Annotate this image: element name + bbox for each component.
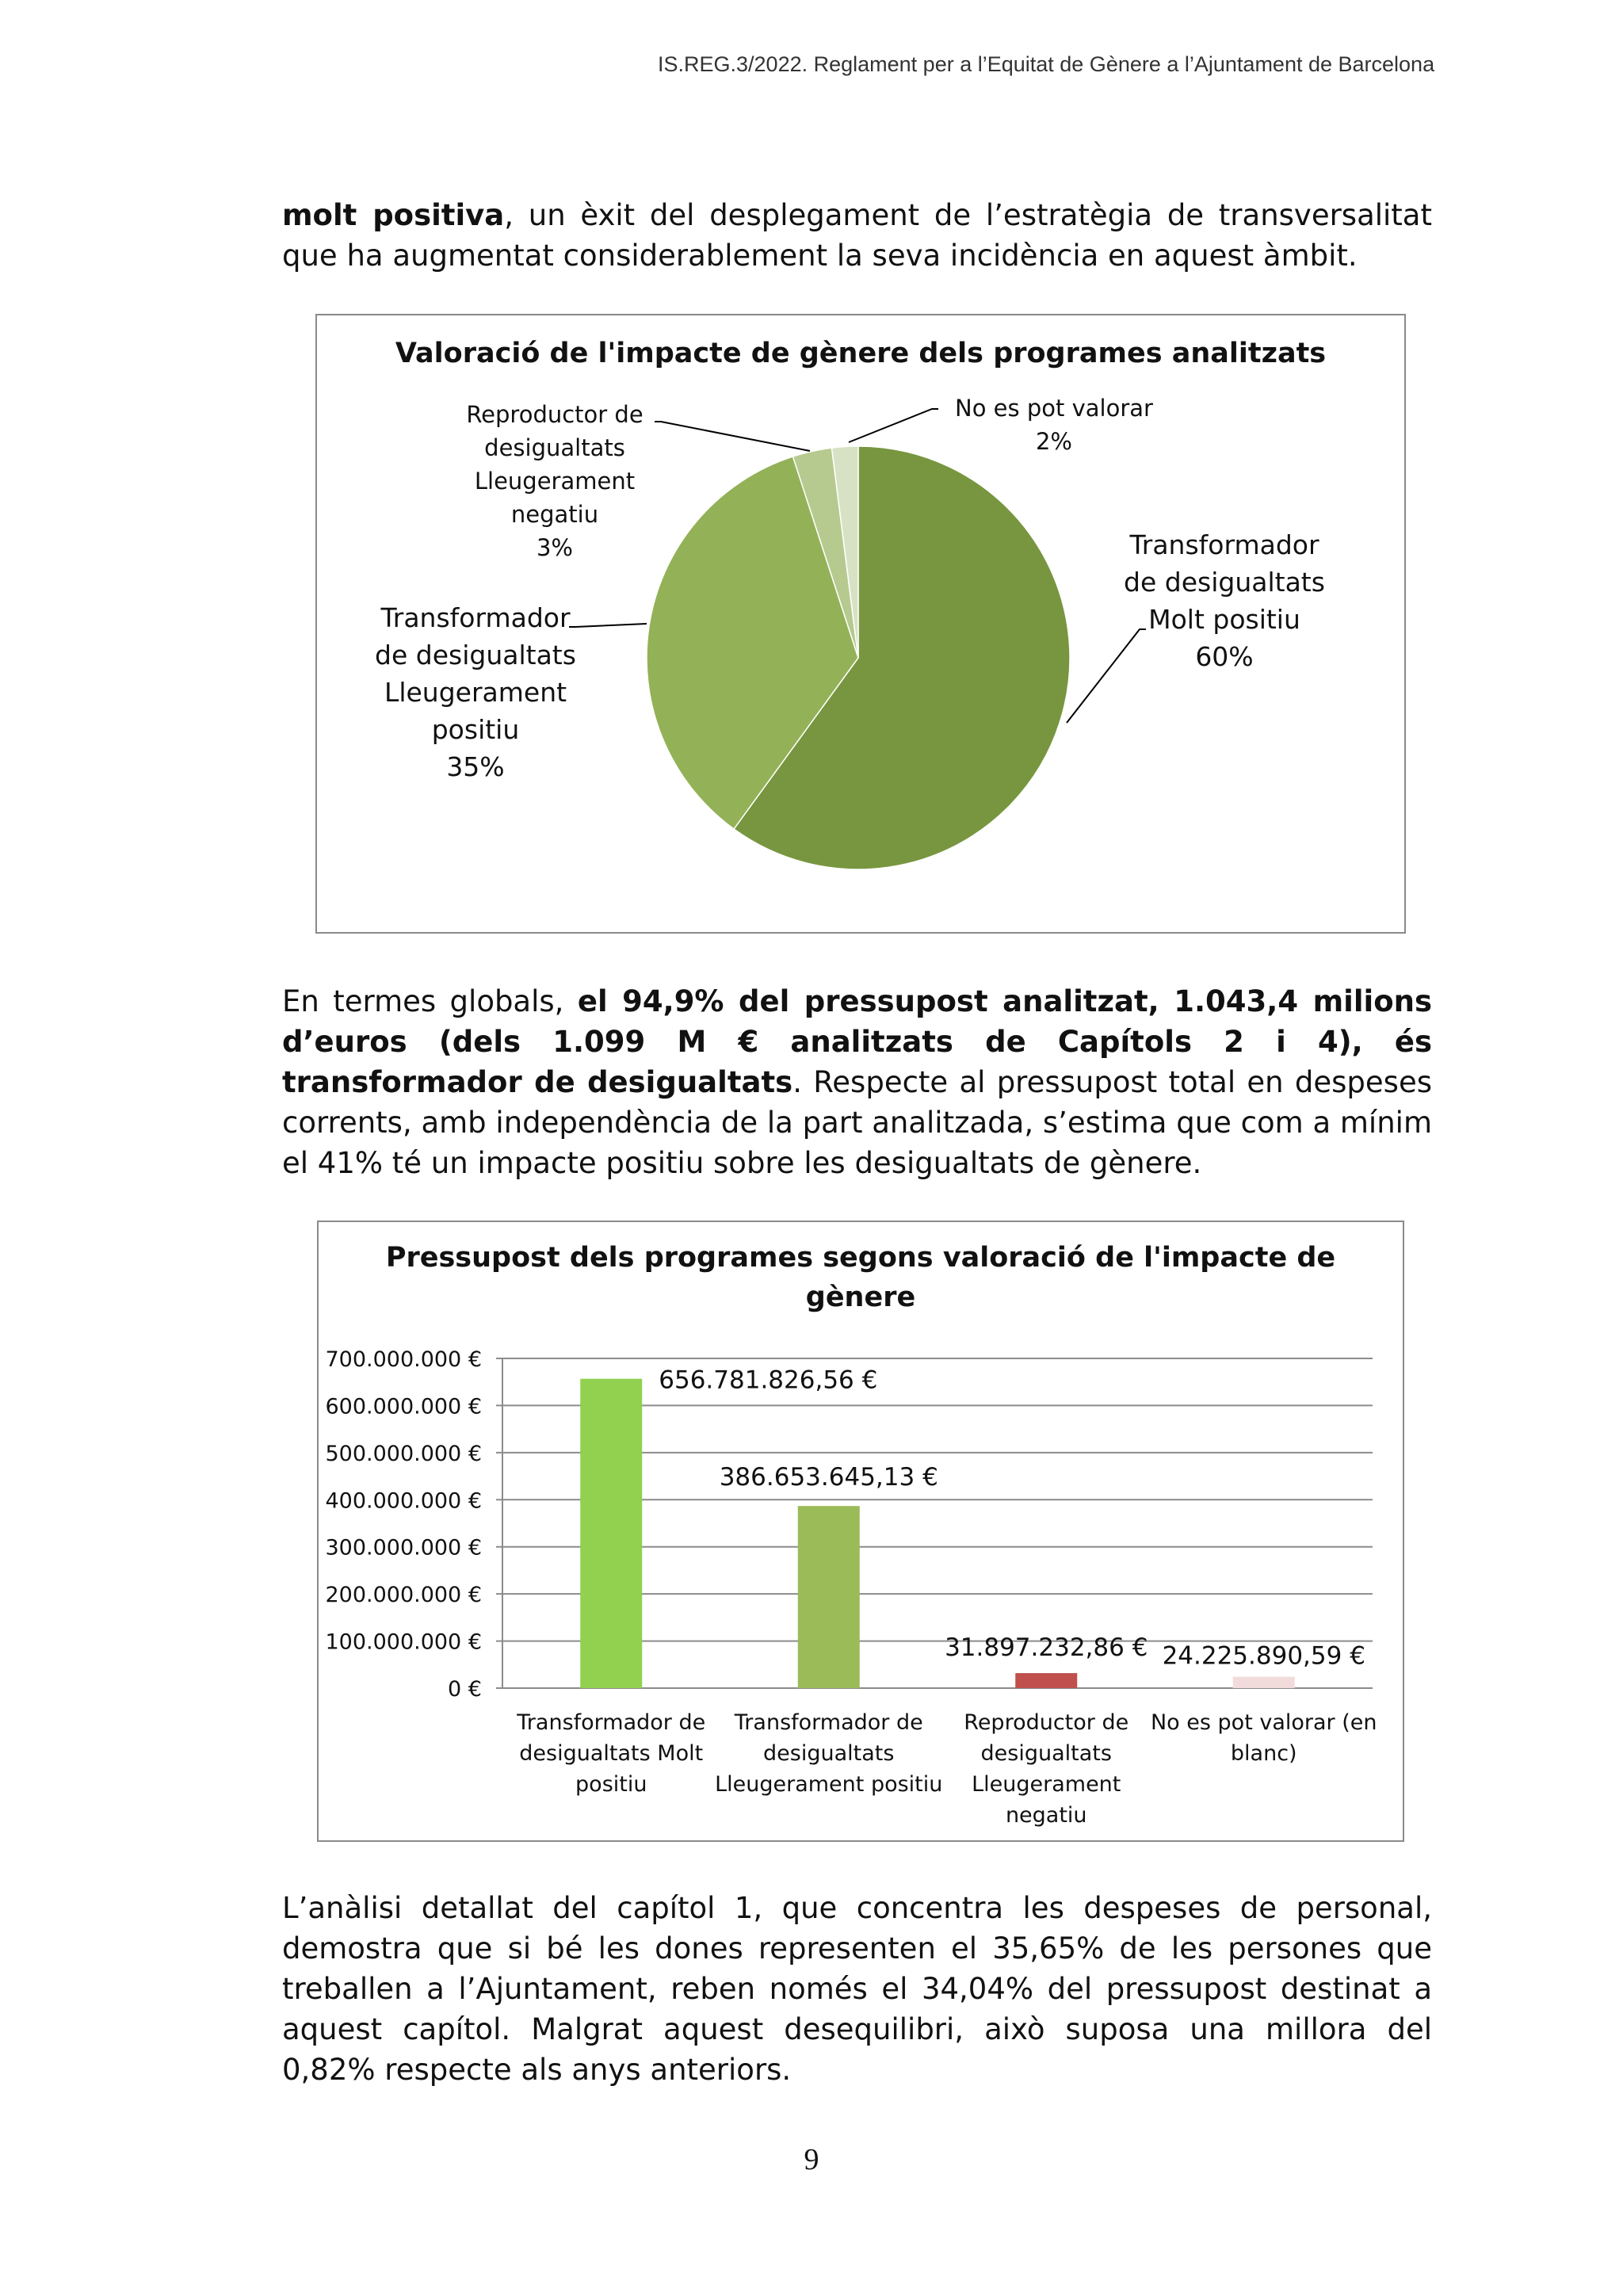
- pie-label-line: positiu: [431, 714, 520, 745]
- pie-label-line: 2%: [1035, 428, 1072, 455]
- bar-0: [580, 1379, 642, 1688]
- y-tick-label: 700.000.000 €: [325, 1347, 482, 1372]
- bar-value-label-1: 386.653.645,13 €: [719, 1463, 938, 1492]
- bold-phrase: el 94,9% del pressupost analitzat, 1.043,4 milions d’euros (dels 1.099 M € analitzats de Capítols 2 i 4), és transformador de desigualtats: [282, 984, 1432, 1099]
- pie-label-line: Transformador: [1129, 529, 1319, 560]
- bar-3: [1233, 1677, 1295, 1688]
- bold-phrase: molt positiva: [282, 198, 505, 232]
- pie-label-line: desigualtats: [484, 434, 625, 461]
- pie-chart: [315, 314, 1406, 934]
- pie-label-line: 60%: [1195, 641, 1254, 672]
- x-category-label: No es pot valorar (en: [1150, 1710, 1377, 1735]
- pie-leader-line-3: [849, 409, 938, 442]
- x-category-label: Lleugerament: [972, 1772, 1121, 1797]
- pie-label-line: de desigualtats: [1124, 567, 1325, 598]
- pie-label-3: [935, 392, 1173, 458]
- y-tick-label: 300.000.000 €: [325, 1535, 482, 1561]
- x-category-label: desigualtats: [980, 1741, 1112, 1766]
- x-category-label: Reproductor de: [964, 1710, 1129, 1735]
- y-tick-label: 500.000.000 €: [325, 1441, 482, 1466]
- y-tick-label: 100.000.000 €: [325, 1629, 482, 1655]
- y-tick-label: 0 €: [448, 1677, 482, 1702]
- paragraph-global: [282, 981, 1432, 1183]
- pie-label-2: [460, 398, 650, 564]
- pie-label-line: Transformador: [380, 602, 571, 633]
- pie-label-line: Molt positiu: [1148, 604, 1300, 635]
- pie-label-line: 3%: [536, 534, 573, 561]
- bar-value-label-2: 31.897.232,86 €: [945, 1633, 1148, 1663]
- bar-chart-title: Pressupost dels programes segons valoració de l'impacte de: [385, 1242, 1336, 1274]
- bar-value-label-0: 656.781.826,56 €: [659, 1366, 878, 1395]
- pie-chart-title: Valoració de l'impacte de gènere dels programes analitzats: [395, 338, 1327, 369]
- pie-label-0: [1109, 526, 1339, 675]
- pie-label-line: Reproductor de: [466, 401, 643, 428]
- x-category-label: Transformador de: [734, 1710, 923, 1735]
- paragraph-intro: [282, 195, 1432, 276]
- page-header: IS.REG.3/2022. Reglament per a l’Equitat de Gènere a l’Ajuntament de Barcelona: [658, 52, 1435, 76]
- bar-chart: [317, 1221, 1404, 1842]
- x-category-label: Transformador de: [517, 1710, 706, 1735]
- x-category-label: positiu: [575, 1772, 647, 1797]
- pie-leader-line-2: [655, 422, 810, 451]
- paragraph-text: . Respecte al pressupost total en despeses corrents, amb independència de la part analitzada, s’estima que com a mínim el 41% té un impacte positiu sobre les desigualtats de gènere.: [282, 1065, 1432, 1180]
- bar-chart-title: gènere: [805, 1282, 916, 1313]
- pie-label-line: negatiu: [510, 501, 599, 528]
- paragraph-text: En termes globals,: [282, 984, 578, 1018]
- bar-1: [798, 1506, 860, 1688]
- pie-label-line: 35%: [446, 751, 505, 782]
- pie-label-1: [357, 599, 594, 785]
- pie-label-line: No es pot valorar: [955, 395, 1153, 422]
- x-category-label: negatiu: [1005, 1803, 1087, 1828]
- bar-chart-svg: [319, 1222, 1403, 1840]
- page-number: 9: [804, 2143, 819, 2176]
- pie-label-line: de desigualtats: [375, 640, 576, 670]
- x-category-label: blanc): [1230, 1741, 1297, 1766]
- pie-label-line: Lleugerament: [474, 468, 636, 495]
- x-category-label: Lleugerament positiu: [715, 1772, 943, 1797]
- x-category-label: desigualtats: [763, 1741, 895, 1766]
- bar-value-label-3: 24.225.890,59 €: [1162, 1641, 1365, 1671]
- bar-2: [1015, 1673, 1077, 1688]
- y-tick-label: 200.000.000 €: [325, 1583, 482, 1608]
- paragraph-text: , un èxit del desplegament de l’estratègia de transversalitat que ha augmentat considerablement la seva incidència en aquest àmbit.: [282, 198, 1432, 273]
- pie-label-line: Lleugerament: [384, 677, 567, 708]
- y-tick-label: 400.000.000 €: [325, 1488, 482, 1514]
- y-tick-label: 600.000.000 €: [325, 1394, 482, 1419]
- paragraph-capitol1: L’anàlisi detallat del capítol 1, que concentra les despeses de personal, demostra que si bé les dones representen el 35,65% de les persones que treballen a l’Ajuntament, reben només el 34,04% del pressupost destinat a aquest capítol. Malgrat aquest desequilibri, això suposa una millora del 0,82% respecte als anys anteriors.: [282, 1891, 1432, 2087]
- x-category-label: desigualtats Molt: [519, 1741, 704, 1766]
